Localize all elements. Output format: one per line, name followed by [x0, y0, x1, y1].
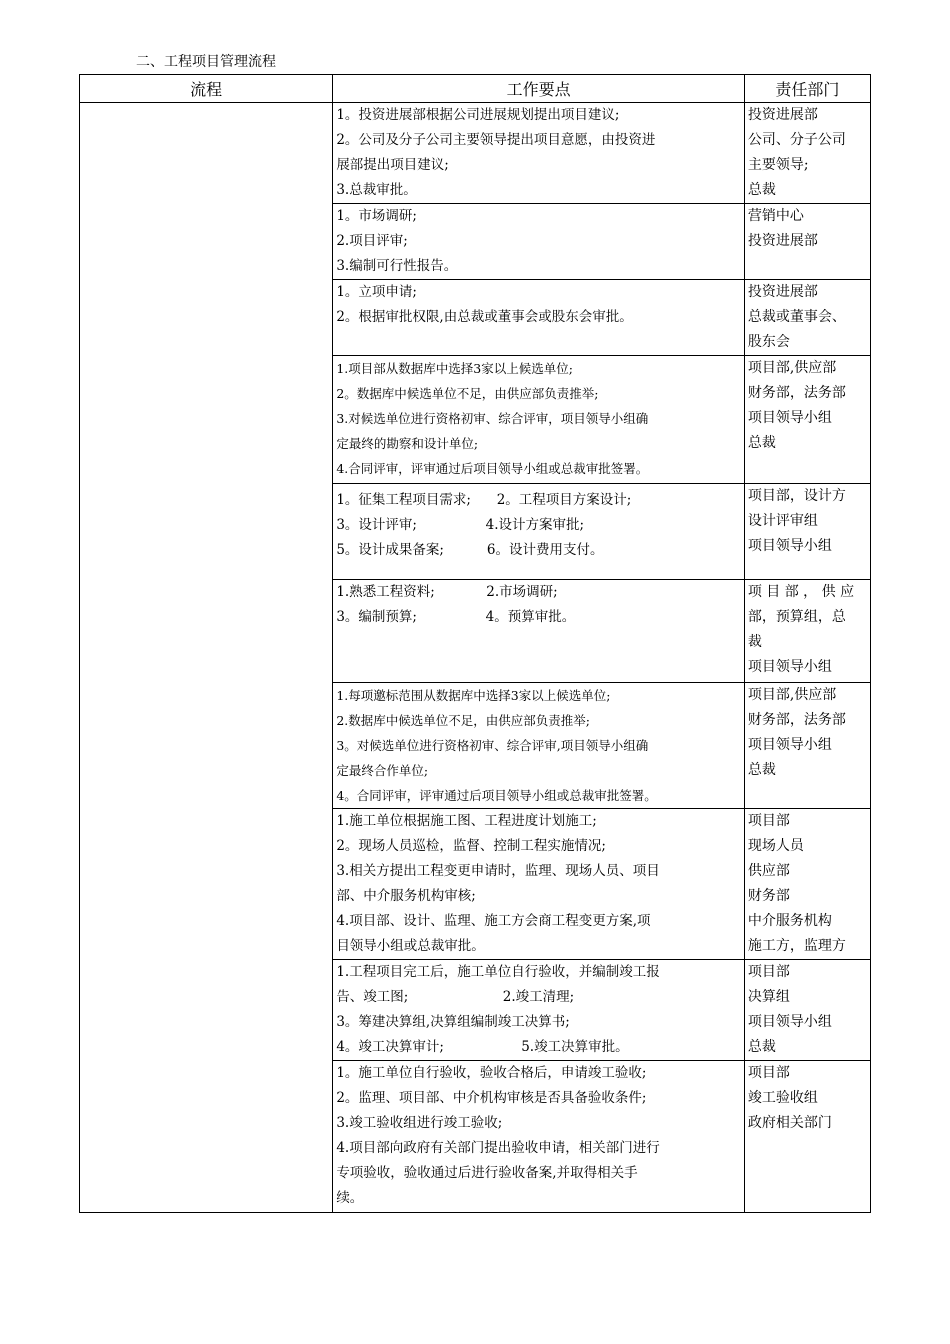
table-row: [80, 103, 871, 204]
resp-line: 主要领导;: [747, 157, 809, 173]
resp-line: 竣工验收组: [747, 1090, 818, 1106]
resp-cell: [744, 280, 870, 356]
header-resp: 责任部门: [744, 75, 870, 103]
work-line: 2.数据库中候选单位不足，由供应部负责推举;: [336, 713, 590, 728]
work-line: 1。市场调研;: [336, 208, 417, 224]
resp-cell: [744, 356, 870, 484]
work-line: 3。筹建决算组,决算组编制竣工决算书;: [336, 1014, 570, 1030]
resp-cell: [744, 204, 870, 280]
work-cell: [333, 356, 745, 484]
resp-line: 项目领导小组: [747, 737, 832, 753]
resp-line: 项目部,供应部: [747, 687, 837, 703]
work-line: 2。数据库中候选单位不足，由供应部负责推举;: [336, 386, 599, 401]
resp-line: 供应部: [747, 863, 790, 879]
work-line: 3.编制可行性报告。: [336, 258, 458, 274]
work-line: 1.项目部从数据库中选择3家以上候选单位;: [336, 361, 573, 376]
resp-line: 决算组: [747, 989, 790, 1005]
resp-line: 项目部，设计方: [747, 488, 846, 504]
work-line: 3.对候选单位进行资格初审、综合评审，项目领导小组确: [336, 411, 649, 426]
work-line: 3。编制预算; 4。预算审批。: [336, 609, 576, 625]
table-header-row: [80, 75, 871, 103]
work-line: 4。合同评审，评审通过后项目领导小组或总裁审批签署。: [336, 788, 657, 803]
work-line: 3。对候选单位进行资格初审、综合评审,项目领导小组确: [336, 738, 649, 753]
work-cell: [333, 960, 745, 1061]
work-line: 1.工程项目完工后，施工单位自行验收，并编制竣工报: [336, 964, 660, 980]
resp-line: 项目部: [747, 1065, 790, 1081]
work-line: 1。施工单位自行验收，验收合格后，申请竣工验收;: [336, 1065, 647, 1081]
section-title: 二、工程项目管理流程: [136, 54, 276, 70]
header-work: 工作要点: [333, 75, 745, 103]
resp-line: 股东会: [747, 334, 790, 350]
resp-cell: [744, 809, 870, 960]
work-line: 4。竣工决算审计; 5.竣工决算审批。: [336, 1039, 629, 1055]
resp-cell: [744, 683, 870, 809]
work-line: 2。根据审批权限,由总裁或董事会或股东会审批。: [336, 309, 633, 325]
work-line: 2。监理、项目部、中介机构审核是否具备验收条件;: [336, 1090, 647, 1106]
resp-line: 财务部，法务部: [747, 385, 846, 401]
resp-line: 施工方，监理方: [747, 938, 846, 954]
resp-line: 项目领导小组: [747, 538, 832, 554]
resp-line: 项目部: [747, 813, 790, 829]
resp-line: 项目领导小组: [747, 410, 832, 426]
work-line: 3.相关方提出工程变更申请时，监理、现场人员、项目: [336, 863, 660, 879]
work-line: 定最终合作单位;: [336, 763, 429, 778]
resp-line: 财务部，法务部: [747, 712, 846, 728]
resp-line: 总裁: [747, 435, 776, 451]
work-line: 1。立项申请;: [336, 284, 417, 300]
resp-cell: [744, 580, 870, 683]
resp-line: 财务部: [747, 888, 790, 904]
work-line: 4.项目部向政府有关部门提出验收申请，相关部门进行: [336, 1140, 660, 1156]
resp-line: 项目领导小组: [747, 1014, 832, 1030]
resp-line: 现场人员: [747, 838, 804, 854]
work-line: 展部提出项目建议;: [336, 157, 449, 173]
resp-cell: [744, 1061, 870, 1213]
work-line: 1.每项邀标范围从数据库中选择3家以上候选单位;: [336, 688, 611, 703]
work-cell: [333, 280, 745, 356]
header-flow: 流程: [80, 75, 333, 103]
resp-line: 营销中心: [747, 208, 804, 224]
flow-column: [80, 103, 333, 1213]
work-line: 1.施工单位根据施工图、工程进度计划施工;: [336, 813, 597, 829]
work-line: 3。设计评审; 4.设计方案审批;: [336, 517, 585, 533]
resp-line: 投资进展部: [747, 284, 818, 300]
resp-line: 中介服务机构: [747, 913, 832, 929]
work-line: 1。投资进展部根据公司进展规划提出项目建议;: [336, 107, 620, 123]
work-line: 部、中介服务机构审核;: [336, 888, 476, 904]
work-line: 1。征集工程项目需求; 2。工程项目方案设计;: [336, 492, 632, 508]
work-line: 定最终的勘察和设计单位;: [336, 436, 479, 451]
work-cell: [333, 580, 745, 683]
resp-cell: [744, 484, 870, 580]
work-line: 2。现场人员巡检，监督、控制工程实施情况;: [336, 838, 606, 854]
work-line: 2.项目评审;: [336, 233, 408, 249]
work-cell: [333, 683, 745, 809]
resp-line: 裁: [747, 634, 762, 650]
work-cell: [333, 484, 745, 580]
resp-line: 项 目 部 ， 供 应: [747, 584, 855, 600]
resp-line: 投资进展部: [747, 107, 818, 123]
resp-line: 部，预算组，总: [747, 609, 846, 625]
work-line: 目领导小组或总裁审批。: [336, 938, 485, 954]
resp-line: 总裁: [747, 1039, 776, 1055]
work-line: 4.项目部、设计、监理、施工方会商工程变更方案,项: [336, 913, 651, 929]
work-line: 1.熟悉工程资料; 2.市场调研;: [336, 584, 558, 600]
resp-line: 总裁或董事会、: [747, 309, 846, 325]
resp-cell: [744, 960, 870, 1061]
work-line: 续。: [336, 1190, 364, 1206]
work-line: 3.总裁审批。: [336, 182, 417, 198]
resp-line: 项目部: [747, 964, 790, 980]
resp-line: 项目领导小组: [747, 659, 832, 675]
work-cell: [333, 1061, 745, 1213]
work-line: 告、竣工图; 2.竣工清理;: [336, 989, 575, 1005]
resp-line: 政府相关部门: [747, 1115, 832, 1131]
project-management-table: [79, 74, 871, 1213]
resp-line: 总裁: [747, 182, 776, 198]
work-line: 2。公司及分子公司主要领导提出项目意愿，由投资进: [336, 132, 656, 148]
resp-line: 总裁: [747, 762, 776, 778]
work-line: 专项验收，验收通过后进行验收备案,并取得相关手: [336, 1165, 638, 1181]
resp-cell: [744, 103, 870, 204]
resp-line: 公司、分子公司: [747, 132, 846, 148]
resp-line: 设计评审组: [747, 513, 818, 529]
resp-line: 项目部,供应部: [747, 360, 837, 376]
work-line: 3.竣工验收组进行竣工验收;: [336, 1115, 503, 1131]
resp-line: 投资进展部: [747, 233, 818, 249]
work-cell: [333, 809, 745, 960]
work-cell: [333, 103, 745, 204]
work-cell: [333, 204, 745, 280]
work-line: 4.合同评审，评审通过后项目领导小组或总裁审批签署。: [336, 461, 649, 476]
work-line: 5。设计成果备案; 6。设计费用支付。: [336, 542, 604, 558]
